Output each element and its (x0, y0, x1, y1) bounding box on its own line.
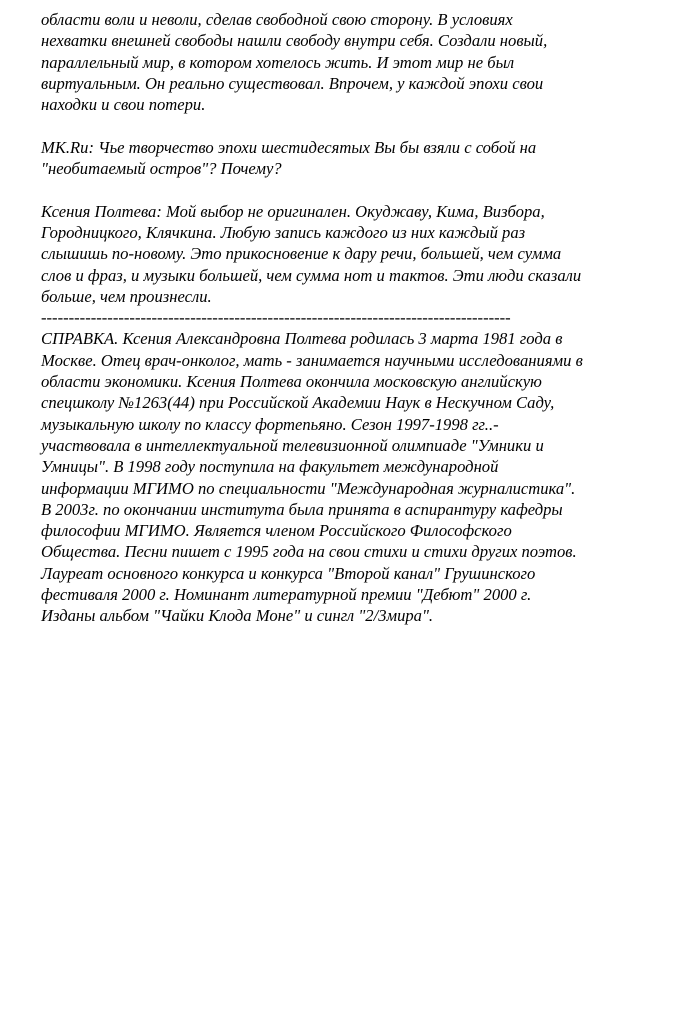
text-line: MK.Ru: Чье творчество эпохи шестидесятых Вы бы взяли с собой на (41, 137, 537, 157)
paragraph-reference (41, 328, 666, 626)
text-line: участвовала в интеллектуальной телевизионной олимпиаде "Умники и (41, 435, 544, 455)
text-line: Умницы". В 1998 году поступила на факультет международной (41, 457, 499, 477)
text-line: музыкальную школу по классу фортепьяно. Сезон 1997-1998 гг..- (41, 414, 499, 434)
text-line: слышишь по-новому. Это прикосновение к дару речи, большей, чем сумма (41, 244, 562, 264)
paragraph-answer (41, 201, 666, 307)
text-line: параллельный мир, в котором хотелось жить. И этот мир не был (41, 52, 515, 72)
text-line: области воли и неволи, сделав свободной свою сторону. В условиях (41, 10, 513, 29)
text-line: области экономики. Ксения Полтева окончила московскую английскую (41, 372, 542, 392)
paragraph-gap (41, 179, 666, 200)
text-line: больше, чем произнесли. (41, 286, 212, 306)
text-line: виртуальным. Он реально существовал. Впрочем, у каждой эпохи свои (41, 73, 544, 93)
dashed-divider: ------------------------------------------------------------------------------------- (41, 308, 511, 328)
paragraph-gap (41, 115, 666, 136)
text-line: философии МГИМО. Является членом Российского Философского (41, 521, 512, 541)
text-line: спецшколу №1263(44) при Российской Академии Наук в Нескучном Саду, (41, 393, 555, 413)
paragraph-intro-closing (41, 9, 666, 115)
document-body (41, 9, 666, 627)
text-line: слов и фраз, и музыки большей, чем сумма нот и тактов. Эти люди сказали (41, 265, 582, 285)
text-line: Изданы альбом "Чайки Клода Моне" и сингл "2/3мира". (41, 606, 434, 626)
text-line: находки и свои потери. (41, 95, 206, 115)
text-line: "необитаемый остров"? Почему? (41, 159, 282, 179)
paragraph-question (41, 137, 666, 180)
text-line: СПРАВКА. Ксения Александровна Полтева родилась 3 марта 1981 года в (41, 329, 563, 349)
text-line: В 2003г. по окончании института была принята в аспирантуру кафедры (41, 499, 563, 519)
text-line: Лауреат основного конкурса и конкурса "Второй канал" Грушинского (41, 563, 536, 583)
text-line: Городницкого, Клячкина. Любую запись каждого из них каждый раз (41, 222, 526, 242)
text-line: Общества. Песни пишет с 1995 года на свои стихи и стихи других поэтов. (41, 542, 577, 562)
text-line: Москве. Отец врач-онколог, мать - занимается научными исследованиями в (41, 350, 583, 370)
text-line: Ксения Полтева: Мой выбор не оригинален. Окуджаву, Кима, Визбора, (41, 201, 545, 221)
text-line: информации МГИМО по специальности "Международная журналистика". (41, 478, 576, 498)
text-line: фестиваля 2000 г. Номинант литературной премии "Дебют" 2000 г. (41, 585, 532, 605)
text-line: нехватки внешней свободы нашли свободу внутри себя. Создали новый, (41, 31, 548, 51)
